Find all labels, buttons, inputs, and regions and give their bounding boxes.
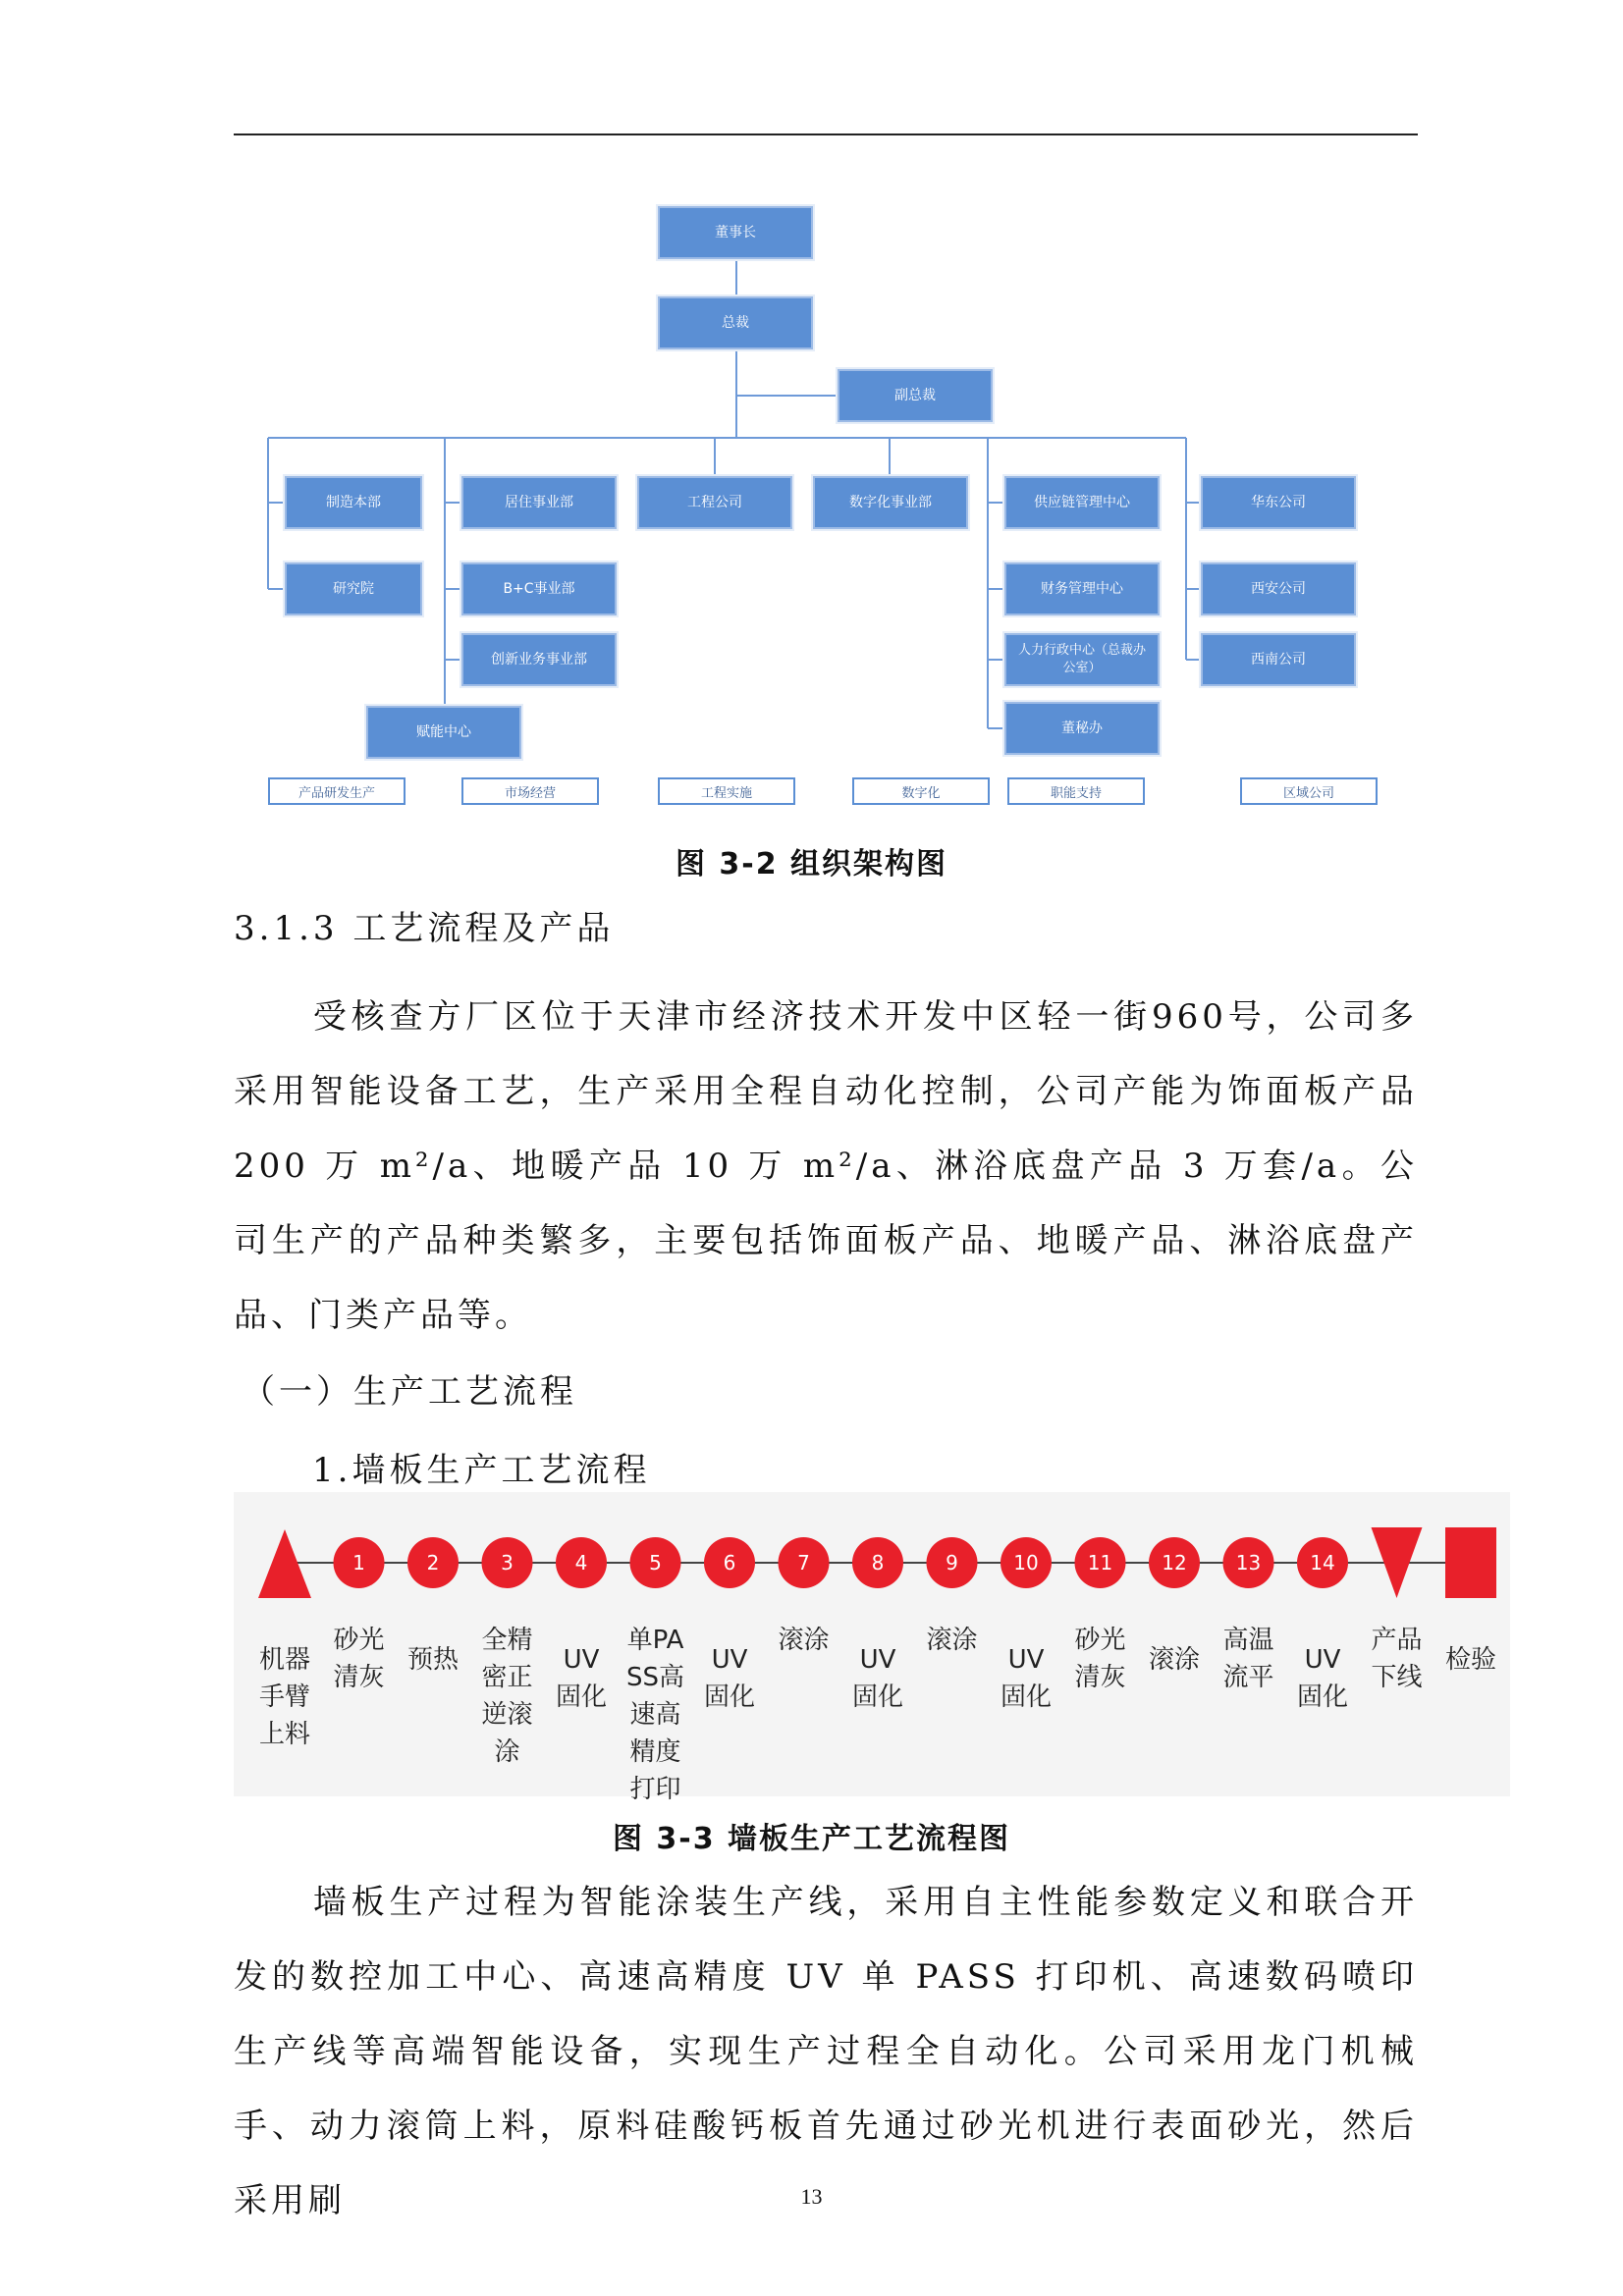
flow-step-label: 检验 bbox=[1444, 1645, 1496, 1675]
process-flow bbox=[234, 1492, 1510, 1804]
org-node-finance: 财务管理中心 bbox=[1004, 562, 1160, 615]
org-node-research: 研究院 bbox=[285, 562, 422, 615]
flow-end-square bbox=[1445, 1527, 1496, 1598]
org-node-digital: 数字化事业部 bbox=[813, 476, 968, 529]
flow-step-label: 滚涂 bbox=[778, 1626, 830, 1655]
org-node-innovation: 创新业务事业部 bbox=[461, 633, 617, 686]
flow-step-label: 全精密正逆滚涂 bbox=[481, 1626, 533, 1767]
org-category-support: 职能支持 bbox=[1007, 777, 1145, 805]
figure-caption-3-2: 图 3-2 组织架构图 bbox=[675, 847, 948, 881]
flow-step-number: 12 bbox=[1162, 1551, 1187, 1575]
org-node-ceo: 总裁 bbox=[658, 296, 813, 349]
flow-step-number: 9 bbox=[946, 1551, 958, 1575]
org-node-southwest: 西南公司 bbox=[1201, 633, 1356, 686]
flow-step-number: 11 bbox=[1087, 1551, 1113, 1575]
flow-step-number: 8 bbox=[871, 1551, 885, 1575]
flow-step-number: 6 bbox=[723, 1551, 736, 1575]
org-node-supply-chain: 供应链管理中心 bbox=[1004, 476, 1160, 529]
flow-step-label: UV固化 bbox=[1296, 1645, 1348, 1712]
flow-step-label: 单PASS高速高精度打印 bbox=[625, 1626, 684, 1804]
org-node-hr: 人力行政中心（总裁办公室） bbox=[1004, 633, 1160, 686]
paragraph-1 bbox=[234, 980, 1418, 1353]
flow-step-label: 砂光清灰 bbox=[1074, 1626, 1126, 1692]
flow-step-number: 10 bbox=[1013, 1551, 1039, 1575]
org-category-regional: 区域公司 bbox=[1240, 777, 1378, 805]
flow-step-number: 1 bbox=[352, 1551, 365, 1575]
org-node-engineering: 工程公司 bbox=[637, 476, 792, 529]
page-number: 13 bbox=[800, 2184, 823, 2209]
flow-step-number: 4 bbox=[574, 1551, 588, 1575]
flow-step-label: UV固化 bbox=[1000, 1645, 1052, 1712]
flow-step-number: 13 bbox=[1235, 1551, 1262, 1575]
org-node-board-office: 董秘办 bbox=[1004, 702, 1160, 755]
flow-step-label: UV固化 bbox=[851, 1645, 903, 1712]
paragraph-1-text: 受核查方厂区位于天津市经济技术开发中区轻一街960号，公司多采用智能设备工艺，生产采用全程自动化控制，公司产能为饰面板产品200 万 m²/a、地暖产品 10 万 m²/a、淋浴底盘产品 3 万套/a。公司生产的产品种类繁多，主要包括饰面板产品、地暖产品、淋浴底盘产品、门类产品等。 bbox=[234, 997, 1418, 1335]
org-node-chairman: 董事长 bbox=[658, 206, 813, 259]
paragraph-2 bbox=[234, 1865, 1418, 2238]
org-node-manufacturing: 制造本部 bbox=[285, 476, 422, 529]
paragraph-2-text: 墙板生产过程为智能涂装生产线，采用自主性能参数定义和联合开发的数控加工中心、高速高精度 UV 单 PASS 打印机、高速数码喷印生产线等高端智能设备，实现生产过程全自动化。公司采用龙门机械手、动力滚筒上料，原料硅酸钙板首先通过砂光机进行表面砂光，然后采用刷 bbox=[234, 1883, 1418, 2220]
org-chart bbox=[253, 196, 1382, 815]
flow-step-label: 产品下线 bbox=[1371, 1626, 1423, 1692]
sub-sub-heading: 1.墙板生产工艺流程 bbox=[312, 1451, 651, 1490]
org-node-residential: 居住事业部 bbox=[461, 476, 617, 529]
flow-step-label: 预热 bbox=[406, 1645, 459, 1675]
flow-step-number: 2 bbox=[426, 1551, 440, 1575]
flow-step-number: 3 bbox=[501, 1551, 514, 1575]
flow-step-label: UV固化 bbox=[703, 1645, 755, 1712]
flow-step-number: 5 bbox=[649, 1551, 662, 1575]
org-category-digital: 数字化 bbox=[852, 777, 990, 805]
org-category-market: 市场经营 bbox=[461, 777, 599, 805]
org-category-rd: 产品研发生产 bbox=[268, 777, 406, 805]
flow-step-label: UV固化 bbox=[555, 1645, 607, 1712]
org-node-xian: 西安公司 bbox=[1201, 562, 1356, 615]
section-heading: 3.1.3 工艺流程及产品 bbox=[234, 909, 615, 948]
figure-caption-3-3: 图 3-3 墙板生产工艺流程图 bbox=[612, 1822, 1011, 1856]
org-category-engineering: 工程实施 bbox=[658, 777, 795, 805]
flow-step-label: 砂光清灰 bbox=[333, 1626, 385, 1692]
flow-step-number: 7 bbox=[797, 1551, 810, 1575]
flow-step-label: 机器手臂上料 bbox=[258, 1645, 310, 1749]
org-node-vp: 副总裁 bbox=[838, 369, 993, 422]
flow-step-number: 14 bbox=[1310, 1551, 1335, 1575]
flow-step-label: 滚涂 bbox=[1148, 1645, 1200, 1675]
org-node-bc: B+C事业部 bbox=[461, 562, 617, 615]
header-rule bbox=[234, 133, 1418, 135]
sub-heading: （一）生产工艺流程 bbox=[242, 1372, 577, 1412]
org-node-east: 华东公司 bbox=[1201, 476, 1356, 529]
org-node-empower: 赋能中心 bbox=[366, 706, 521, 759]
flow-step-label: 高温流平 bbox=[1222, 1626, 1274, 1692]
flow-step-label: 滚涂 bbox=[926, 1626, 978, 1655]
